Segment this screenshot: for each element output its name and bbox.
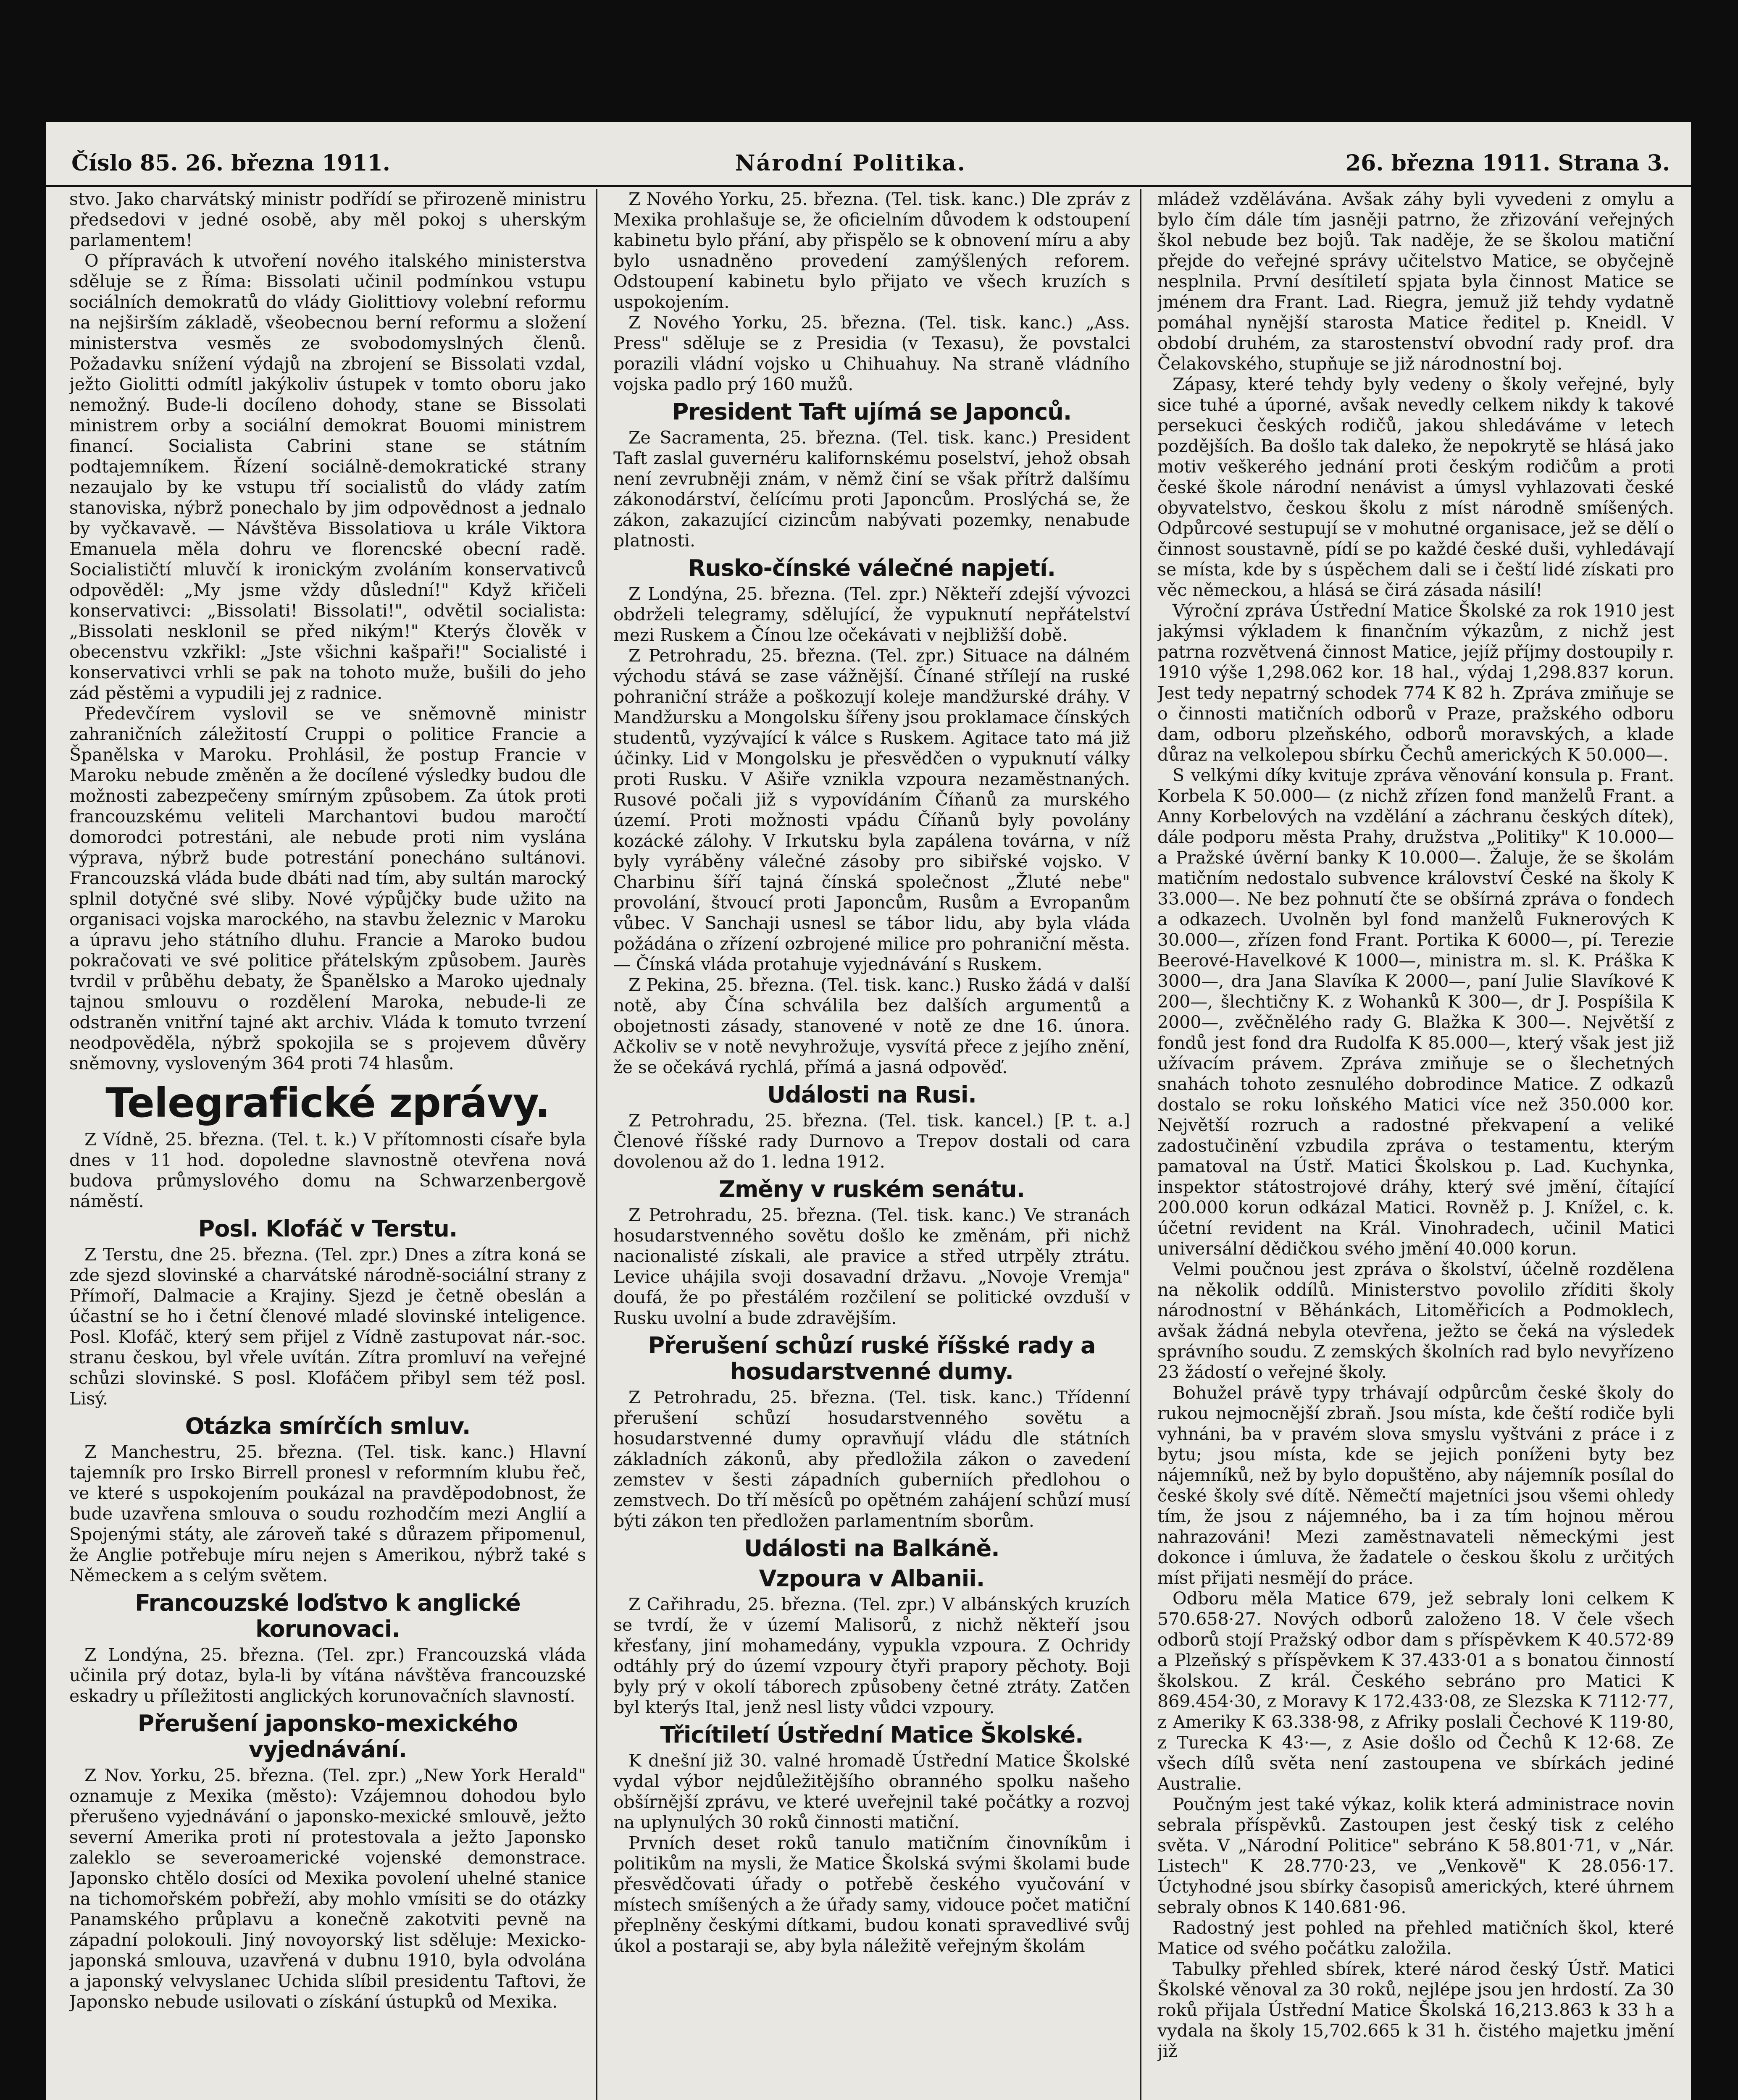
article-headline: Události na Balkáně. bbox=[744, 1535, 999, 1562]
article-paragraph: stvo. Jako charvátský ministr podřídí se přirozeně ministru předsedovi v jedné osobě, aby měl pokoj s uherským parlamentem! bbox=[69, 189, 586, 250]
article-paragraph: Tabulky přehled sbírek, které národ český Ústř. Matici Školské věnoval za 30 roků, nejlépe jsou jen hrdostí. Za 30 roků přijala Ústřední Matice Školská 16,213.863 k 33 h a vydala na školy 15,702.665 k 31 h. čistého majetku jmění již bbox=[1157, 1959, 1674, 2061]
column-rule bbox=[596, 189, 597, 2100]
article-paragraph: Z Londýna, 25. března. (Tel. zpr.) Francouzská vláda učinila prý dotaz, byla-li by vítána návštěva francouzské eskadry u příležitosti anglických korunovačních slavností. bbox=[69, 1645, 586, 1706]
article-paragraph: Z Terstu, dne 25. března. (Tel. zpr.) Dnes a zítra koná se zde sjezd slovinské a charvátské národně-sociální strany z Přímoří, Dalmacie a Krajiny. Sjezd je četně obeslán a účastní se ho i četní členové mladé slovinské inteligence. Posl. Klofáč, který sem přijel z Vídně zastupovat nár.-soc. stranu českou, byl vřele uvítán. Zítra promluví na veřejné schůzi slovinské. S posl. Klofáčem přibyl sem též posl. Lisý. bbox=[69, 1244, 586, 1409]
article-headline: President Taft ujímá se Japonců. bbox=[672, 399, 1072, 425]
article-paragraph: Z Londýna, 25. března. (Tel. zpr.) Někteří zdejší vývozci obdrželi telegramy, sdělující, že vypuknutí nepřátelství mezi Ruskem a Čínou lze očekávati v nejbližší době. bbox=[613, 584, 1130, 645]
article-paragraph: Z Petrohradu, 25. března. (Tel. zpr.) Situace na dálném východu stává se zase vážnější. Čínané střílejí na ruské pohraniční stráže a poškozují koleje mandžurské dráhy. V Mandžursku a Mongolsku šířeny jsou proklamace čínských studentů, vyzývající k válce s Ruskem. Agitace tato má již účinky. Lid v Mongolsku je přesvědčen o vypuknutí války proti Rusku. V Ašiře vznikla vzpoura nezaměstnaných. Rusové počali již s vypovídáním Číňanů za murského území. Proti možnosti vpádu Číňanů byly povolány kozácké zálohy. V Irkutsku byla zapálena továrna, v níž byly vyráběny válečné zásoby pro sibiřské vojsko. V Charbinu šíří tajná čínská společnost „Žluté nebe" provolání, štvoucí proti Japoncům, Rusům a Evropanům vůbec. V Sanchaji usnesl se tábor lidu, aby byla vláda požádána o zřízení ozbrojené milice pro pohraniční města. — Čínská vláda protahuje vyjednávání s Ruskem. bbox=[613, 646, 1130, 974]
article-paragraph: Z Cařihradu, 25. března. (Tel. zpr.) V albánských kruzích se tvrdí, že v území Malisorů, z nichž někteří jsou křesťany, jiní mohamedány, vypukla vzpoura. Z Ochridy odtáhly prý do území vzpoury čtyři prapory pěchoty. Boji byly prý v okolí táborech způsobeny četné ztráty. Zatčen byl kterýs Ital, jenž nesl listy vůdci vzpoury. bbox=[613, 1594, 1130, 1717]
column-3 bbox=[1157, 189, 1674, 2100]
column-1 bbox=[69, 189, 586, 2100]
article-paragraph: Ze Sacramenta, 25. března. (Tel. tisk. kanc.) President Taft zaslal guvernéru kalifornskému poselství, jehož obsah není zevrubněji znám, v němž činí se však přítrž dalšímu zákonodárství, čelícímu proti Japoncům. Proslýchá se, že zákon, zakazující cizincům nabývati pozemky, nenabude platnosti. bbox=[613, 428, 1130, 551]
article-paragraph: Z Pekina, 25. března. (Tel. tisk. kanc.) Rusko žádá v další notě, aby Čína schválila bez dalších argumentů a obojetnosti zásady, stanovené v notě ze dne 16. února. Ačkoliv se v notě nevyhrožuje, vysvítá přece z jejího znění, že se očekává rychlá, přímá a jasná odpověď. bbox=[613, 975, 1130, 1077]
article-headline: Přerušení schůzí ruské říšské rady a hosudarstvenné dumy. bbox=[648, 1332, 1096, 1385]
issue-number: Číslo 85. 26. března 1911. bbox=[71, 150, 390, 176]
article-headline: Rusko-čínské válečné napjetí. bbox=[688, 555, 1056, 581]
article-paragraph: K dnešní již 30. valné hromadě Ústřední Matice Školské vydal výbor nejdůležitějšího obranného spolku našeho obšírnější zprávu, ve které uveřejnil také počátky a rozvoj na uplynulých 30 roků činnosti matiční. bbox=[613, 1751, 1130, 1832]
article-paragraph: Z Nového Yorku, 25. března. (Tel. tisk. kanc.) „Ass. Press" sděluje se z Presidia (v Texasu), že povstalci porazili vládní vojsko u Chihuahuy. Na straně vládního vojska padlo prý 160 mužů. bbox=[613, 312, 1130, 394]
article-headline: Události na Rusi. bbox=[767, 1082, 976, 1108]
article-headline: Posl. Klofáč v Terstu. bbox=[198, 1215, 458, 1242]
masthead-title: Národní Politika. bbox=[735, 150, 966, 176]
newspaper-page bbox=[46, 122, 1691, 2100]
page-header bbox=[46, 143, 1691, 187]
article-paragraph: Z Petrohradu, 25. března. (Tel. tisk. kanc.) Třídenní přerušení schůzí hosudarstvenného sovětu a hosudarstvenné dumy opravňují vládu dle státních základních zákonů, aby předložila zákon o zavedení zemstev v šesti západních guberniích předlohou o zemstvech. Do tří měsíců po opětném zahájení schůzí musí býti zákon ten předložen parlamentním sborům. bbox=[613, 1387, 1130, 1531]
article-paragraph: Radostný jest pohled na přehled matičních škol, které Matice od svého počátku založila. bbox=[1157, 1918, 1674, 1958]
article-paragraph: Z Nov. Yorku, 25. března. (Tel. zpr.) „New York Herald" oznamuje z Mexika (město): Vzájemnou dohodou bylo přerušeno vyjednávání o japonsko-mexické smlouvě, ježto severní Amerika proti ní protestovala a ježto Japonsko zaleklo se severoamerické vojenské demonstrace. Japonsko chtělo dosíci od Mexika povolení uhelné stanice na tichomořském pobřeží, aby mohlo vmísiti se do otázky Panamského průplavu a konečně zakotviti pevně na západní polokouli. Jiný novoyorský list sděluje: Mexicko-japonská smlouva, uzavřená v dubnu 1910, byla odvolána a japonský velvyslanec Uchida slíbil presidentu Taftovi, že Japonsko nebude usilovati o získání ústupků od Mexika. bbox=[69, 1765, 586, 2012]
article-headline: Přerušení japonsko-mexického vyjednávání. bbox=[137, 1710, 518, 1763]
article-headline: Otázka smírčích smluv. bbox=[185, 1413, 471, 1439]
article-paragraph: Bohužel právě typy trhávají odpůrcům české školy do rukou nejmocnější zbraň. Jsou místa, kde čeští rodiče byli vyhnáni, ba v pravém slova smyslu vyštváni z práce i z bytu; jsou místa, kde se jejich poníženi byty bez nájemníků, než by bylo dopuštěno, aby nájemník posílal do české školy své dítě. Němečtí majetníci jsou všemi ohledy tím, že jsou z nájemného, ba i za tím hojnou měrou nahrazováni! Mezi zaměstnavateli německými jest dokonce i úmluva, že žadatele o českou školu z určitých míst přijati nesmějí do práce. bbox=[1157, 1383, 1674, 1588]
article-paragraph: Z Vídně, 25. března. (Tel. t. k.) V přítomnosti císaře byla dnes v 11 hod. dopoledne slavnostně otevřena nová budova průmyslového domu na Schwarzenbergově náměstí. bbox=[69, 1129, 586, 1211]
article-paragraph: Výroční zpráva Ústřední Matice Školské za rok 1910 jest jakýmsi výkladem k finančním výkazům, z nichž jest patrna rozvětvená činnost Matice, jejíž příjmy dostoupily r. 1910 výše 1,298.062 kor. 18 hal., výdaj 1,298.837 korun. Jest tedy nepatrný schodek 774 K 82 h. Zpráva zmiňuje se o činnosti matičních odborů v Praze, pražského odboru dam, odboru plzeňského, odborů moravských, a klade důraz na velkolepou sbírku Čechů amerických K 50.000—. bbox=[1157, 601, 1674, 765]
article-paragraph: O přípravách k utvoření nového italského ministerstva sděluje se z Říma: Bissolati učinil podmínkou vstupu sociálních demokratů do vlády Giolittiovy volební reformu na nejširším základě, všeobecnou berní reformu a složení ministerstva vesměs ze svobodomyslných členů. Požadavku snížení výdajů na zbrojení se Bissolati vzdal, ježto Giolitti odmítl jakýkoliv ústupek v tomto oboru jako nemožný. Bude-li docíleno dohody, stane se Bissolati ministrem orby a sociální demokrat Bouomi ministrem financí. Socialista Cabrini stane se státním podtajemníkem. Řízení sociálně-demokratické strany nezaujalo by ke vstupu tří socialistů do vlády zatím stanoviska, nýbrž ponechalo by jim odpovědnost a jednalo by vyčkavavě. — Návštěva Bissolatiova u krále Viktora Emanuela měla dohru ve florencské obecní radě. Socialističtí mluvčí k ironickým zvoláním konservativců odpověděl: „My jsme vždy důslední!" Když křičeli konservativci: „Bissolati! Bissolati!", odvětil socialista: „Bissolati nesklonil se před nikým!" Kterýs člověk v obecenstvu vzkřikl: „Jste všichni kašpaři!" Socialisté i konservativci vrhli se pak na tohoto muže, bušili do jeho zád pěstěmi a vypudili jej z radnice. bbox=[69, 251, 586, 703]
article-headline: Třicítiletí Ústřední Matice Školské. bbox=[660, 1722, 1083, 1748]
column-rule bbox=[1140, 189, 1141, 2100]
article-paragraph: Zápasy, které tehdy byly vedeny o školy veřejné, byly sice tuhé a úporné, avšak nevedly celkem nikdy k takové persekuci českých rodičů, jakou shledáváme v letech pozdějších. Ba došlo tak daleko, že nepokrytě se hlásá jako motiv veškerého jednání proti českým rodičům a proti české škole národní nenávist a úmysl vyhlazovati české obyvatelstvo, českou školu z míst národně smíšených. Odpůrcové sestupují se v mohutné organisace, jež se dělí o činnost soustavně, pídí se po každé české duši, vyhledávají se místa, kde by s úspěchem dali se i čeští lidé získati pro věc německou, a hlásá se čirá zásada násilí! bbox=[1157, 374, 1674, 600]
article-paragraph: Odboru měla Matice 679, jež sebraly loni celkem K 570.658·27. Nových odborů založeno 18. V čele všech odborů stojí Pražský odbor dam s příspěvkem K 40.572·89 a Plzeňský s příspěvkem K 37.433·01 a s bonatou činností školskou. Z král. Českého sebráno pro Matici K 869.454·30, z Moravy K 172.433·08, ze Slezska K 7112·77, z Ameriky K 63.338·98, z Afriky poslali Čechové K 119·80, z Turecka K 43·—, z Asie došlo od Čechů K 12·68. Ze všech dílů světa není zastoupena ve sbírkách jediné Australie. bbox=[1157, 1588, 1674, 1794]
article-paragraph: Z Petrohradu, 25. března. (Tel. tisk. kanc.) Ve stranách hosudarstvenného sovětu došlo ke změnám, při nichž nacionalisté získali, ale pravice a střed utrpěly ztrátu. Levice uhájila svoji dosavadní državu. „Novoje Vremja" doufá, že po přestálém rozčilení se politické ovzduší v Rusku uvolní a bude zdravějším. bbox=[613, 1205, 1130, 1328]
article-paragraph: Z Manchestru, 25. března. (Tel. tisk. kanc.) Hlavní tajemník pro Irsko Birrell pronesl v reformním klubu řeč, ve které s uspokojením poukázal na pravděpodobnost, že bude uzavřena smlouva o soudu rozhodčím mezi Anglií a Spojenými státy, ale zároveň také s důrazem připomenul, že Anglie potřebuje míru nejen s Amerikou, nýbrž také s Německem a s celým světem. bbox=[69, 1442, 586, 1586]
column-2 bbox=[613, 189, 1130, 2100]
article-paragraph: Z Petrohradu, 25. března. (Tel. tisk. kancel.) [P. t. a.] Členové říšské rady Durnovo a Trepov dostali od cara dovolenou až do 1. ledna 1912. bbox=[613, 1110, 1130, 1172]
article-paragraph: S velkými díky kvituje zpráva věnování konsula p. Frant. Korbela K 50.000— (z nichž zřízen fond manželů Frant. a Anny Korbelových na vzdělání a záchranu českých dítek), dále podporu města Prahy, družstva „Politiky" K 10.000— a Pražské úvěrní banky K 10.000—. Žaluje, že se školám matičním nedostalo subvence království České na školy K 33.000—. Ne bez pohnutí čte se obšírná zpráva o fondech a odkazech. Uvolněn byl fond manželů Fuknerových K 30.000—, zřízen fond Frant. Portika K 6000—, pí. Terezie Beerové-Havelkové K 1000—, ministra m. sl. K. Práška K 3000—, dra Jana Slavíka K 2000—, paní Julie Slavíkové K 200—, šlechtičny K. z Wohanků K 300—, dr J. Pospíšila K 2000—, zvěčnělého rady G. Blažka K 300—. Největší z fondů jest fond dra Rudolfa K 85.000—, který však jest již užívacím právem. Zpráva zmiňuje se o šlechetných snahách tohoto zesnulého dobrodince Matice. Z odkazů dostalo se roku loňského Matici více než 350.000 kor. Největší rozruch a radostné překvapení a veliké zadostučinění vzbudila zpráva o testamentu, kterým pamatoval na Ústř. Matici Školskou p. Lad. Kuchynka, inspektor státostrojové dráhy, který své jmění, čítající 200.000 korun odkázal Matici. Rovněž p. J. Knížel, c. k. účetní revident na Král. Vinohradech, učinil Matici universální dědičkou svého jmění 40.000 korun. bbox=[1157, 765, 1674, 1259]
page-number: 26. března 1911. Strana 3. bbox=[1345, 150, 1670, 176]
article-paragraph: Z Nového Yorku, 25. března. (Tel. tisk. kanc.) Dle zpráv z Mexika prohlašuje se, že oficielním důvodem k odstoupení kabinetu bylo přání, aby přispělo se k obnovení míru a aby bylo usnadněno provedení zamýšlených reforem. Odstoupení kabinetu bylo přijato ve všech kruzích s uspokojením. bbox=[613, 189, 1130, 312]
article-paragraph: Prvních deset roků tanulo matičním činovníkům i politikům na mysli, že Matice Školská svými školami bude přesvědčovati úřady o potřebě českého vyučování v místech smíšených a že úřady samy, vidouce počet matiční přeplněny českými dítkami, budou konati spravedlivé svůj úkol a postaraji se, aby byla náležitě veřejným školám bbox=[613, 1833, 1130, 1956]
article-paragraph: Poučným jest také výkaz, kolik která administrace novin sebrala příspěvků. Zastoupen jest český tisk z celého světa. V „Národní Politice" sebráno K 58.801·71, v „Nár. Listech" K 28.770·23, ve „Venkově" K 28.056·17. Úctyhodné jsou sbírky časopisů amerických, které úhrnem sebraly obnos K 140.681·96. bbox=[1157, 1794, 1674, 1917]
article-paragraph: mládež vzdělávána. Avšak záhy byli vyvedeni z omylu a bylo čím dále tím jasněji patrno, že zřizování veřejných škol nebude bez bojů. Tak naděje, že se školou matiční přejde do veřejné správy učitelstvo Matice, se obyčejně nesplnila. První desítiletí spjata byla činnost Matice se jménem dra Frant. Lad. Riegra, jemuž již tehdy vydatně pomáhal nynější starosta Matice ředitel p. Kneidl. V období druhém, za starostenství obvodní rady prof. dra Čelakovského, stupňuje se již národnostní boj. bbox=[1157, 189, 1674, 374]
article-headline: Francouzské loďstvo k anglické korunovaci. bbox=[135, 1590, 521, 1642]
article-headline: Vzpoura v Albanii. bbox=[759, 1565, 985, 1592]
article-paragraph: Velmi poučnou jest zpráva o školství, účelně rozdělena na několik oddílů. Ministerstvo povolilo zříditi školy národnostní v Běhánkách, Litoměřicích a Podmoklech, avšak žádná nebyla otevřena, ježto se čeká na výsledek správního soudu. Z zemských školních rad bylo nevyřízeno 23 žádostí o veřejné školy. bbox=[1157, 1259, 1674, 1382]
article-headline: Změny v ruském senátu. bbox=[718, 1176, 1025, 1202]
section-heading: Telegrafické zprávy. bbox=[105, 1079, 550, 1126]
article-paragraph: Předevčírem vyslovil se ve sněmovně ministr zahraničních záležitostí Cruppi o politice Francie a Španělska v Maroku. Prohlásil, že postup Francie v Maroku nebude změněn a že docílené výsledky budou dle možnosti zabezpečeny smírným způsobem. Za útok proti francouzskému veliteli Marchantovi budou maročtí domorodci potrestáni, ale nebude proti nim vyslána výprava, nýbrž bude potrestání ponecháno sultánovi. Francouzská vláda bude dbáti nad tím, aby sultán marocký splnil dotyčné své sliby. Nové výpůjčky bude užito na organisaci vojska marockého, na stavbu železnic v Maroku a úpravu jeho státního dluhu. Francie a Maroko budou pokračovati ve své politice přátelským způsobem. Jaurès tvrdil v průběhu debaty, že Španělsko a Maroko ujednaly tajnou smlouvu o rozdělení Maroka, nebude-li ze odstraněn vnitřní tajné akt archiv. Vláda k tomuto tvrzení neodpověděla, nýbrž spokojila se s projevem důvěry sněmovny, vysloveným 364 proti 74 hlasům. bbox=[69, 704, 586, 1074]
